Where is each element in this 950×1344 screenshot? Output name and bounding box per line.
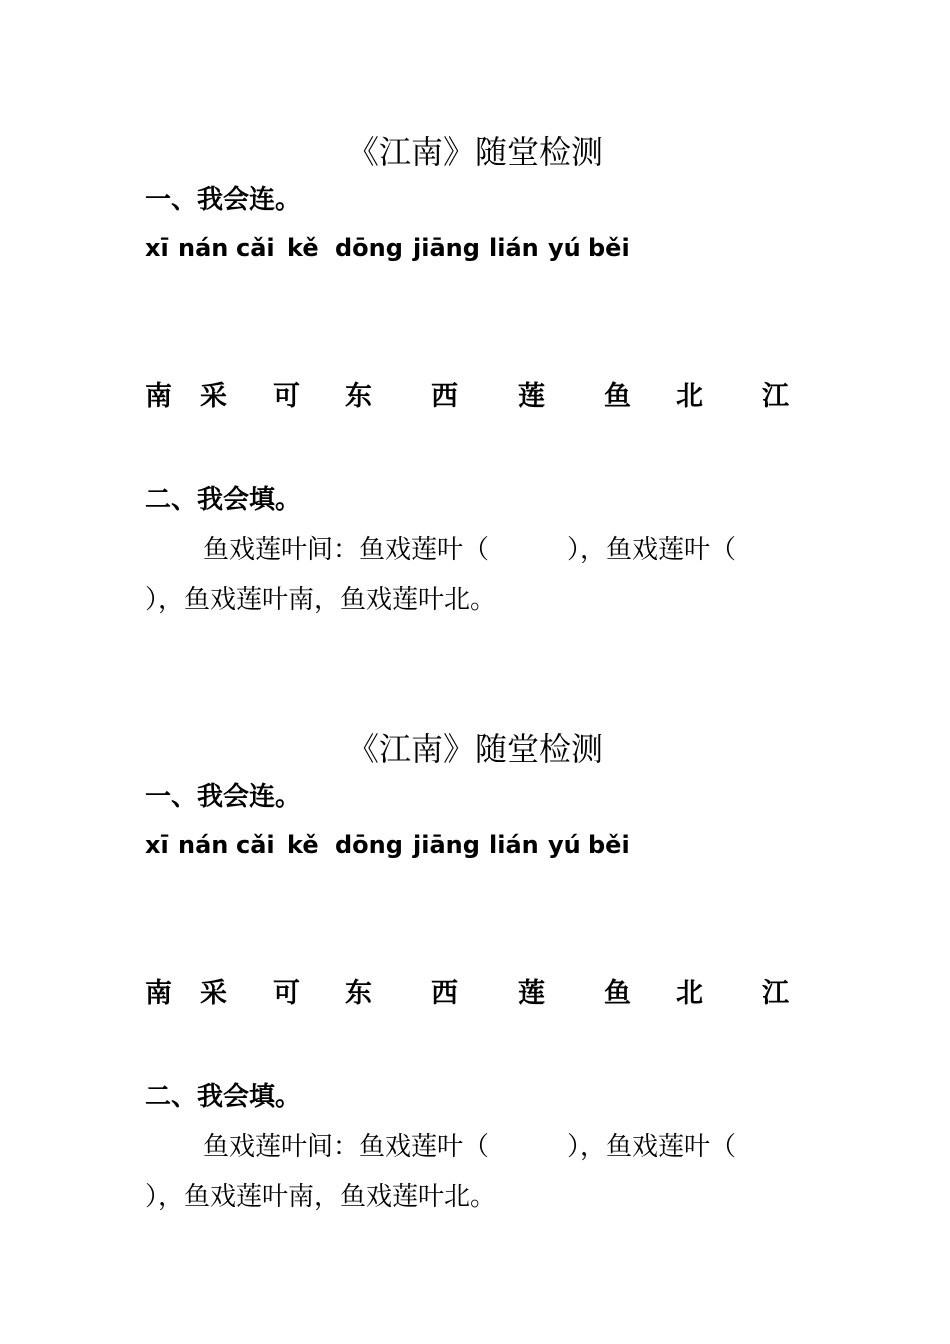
pinyin-item: dōng <box>335 234 403 262</box>
worksheet-2 <box>0 729 950 1329</box>
character-item: 西 <box>431 978 458 1009</box>
pinyin-item: běi <box>588 831 630 859</box>
character-item: 莲 <box>518 978 545 1009</box>
character-item: 采 <box>200 978 227 1009</box>
pinyin-item: kě <box>287 831 319 859</box>
pinyin-item: xī <box>145 234 169 262</box>
pinyin-item: yú <box>548 234 581 262</box>
pinyin-item: kě <box>287 234 319 262</box>
fill-in-line-1: 鱼戏莲叶间：鱼戏莲叶（ ），鱼戏莲叶（ <box>203 1132 737 1162</box>
pinyin-item: yú <box>548 831 581 859</box>
character-item: 鱼 <box>604 381 631 412</box>
worksheet-title: 《江南》随堂检测 <box>346 133 603 171</box>
part1-heading: 一、我会连。 <box>145 782 302 812</box>
pinyin-item: lián <box>489 831 539 859</box>
character-item: 可 <box>273 978 300 1009</box>
pinyin-item: dōng <box>335 831 403 859</box>
worksheet-title: 《江南》随堂检测 <box>346 730 603 768</box>
character-item: 西 <box>431 381 458 412</box>
pinyin-item: nán <box>178 831 229 859</box>
character-item: 采 <box>200 381 227 412</box>
part2-heading: 二、我会填。 <box>145 1082 302 1112</box>
pinyin-item: lián <box>489 234 539 262</box>
character-item: 东 <box>345 381 372 412</box>
fill-in-line-2: ），鱼戏莲叶南，鱼戏莲叶北。 <box>145 1182 497 1212</box>
part2-heading: 二、我会填。 <box>145 485 302 515</box>
part1-heading: 一、我会连。 <box>145 185 302 215</box>
pinyin-item: jiāng <box>413 234 480 262</box>
fill-in-line-1: 鱼戏莲叶间：鱼戏莲叶（ ），鱼戏莲叶（ <box>203 535 737 565</box>
character-item: 北 <box>676 381 703 412</box>
character-item: 莲 <box>518 381 545 412</box>
pinyin-item: xī <box>145 831 169 859</box>
pinyin-item: běi <box>588 234 630 262</box>
pinyin-item: cǎi <box>236 831 275 859</box>
pinyin-item: nán <box>178 234 229 262</box>
character-item: 南 <box>145 381 172 412</box>
fill-in-line-2: ），鱼戏莲叶南，鱼戏莲叶北。 <box>145 585 497 615</box>
character-item: 南 <box>145 978 172 1009</box>
pinyin-item: cǎi <box>236 234 275 262</box>
character-item: 北 <box>676 978 703 1009</box>
character-item: 东 <box>345 978 372 1009</box>
character-item: 可 <box>273 381 300 412</box>
character-item: 江 <box>762 381 789 412</box>
worksheet-1 <box>0 132 950 732</box>
pinyin-item: jiāng <box>413 831 480 859</box>
character-item: 鱼 <box>604 978 631 1009</box>
character-item: 江 <box>762 978 789 1009</box>
